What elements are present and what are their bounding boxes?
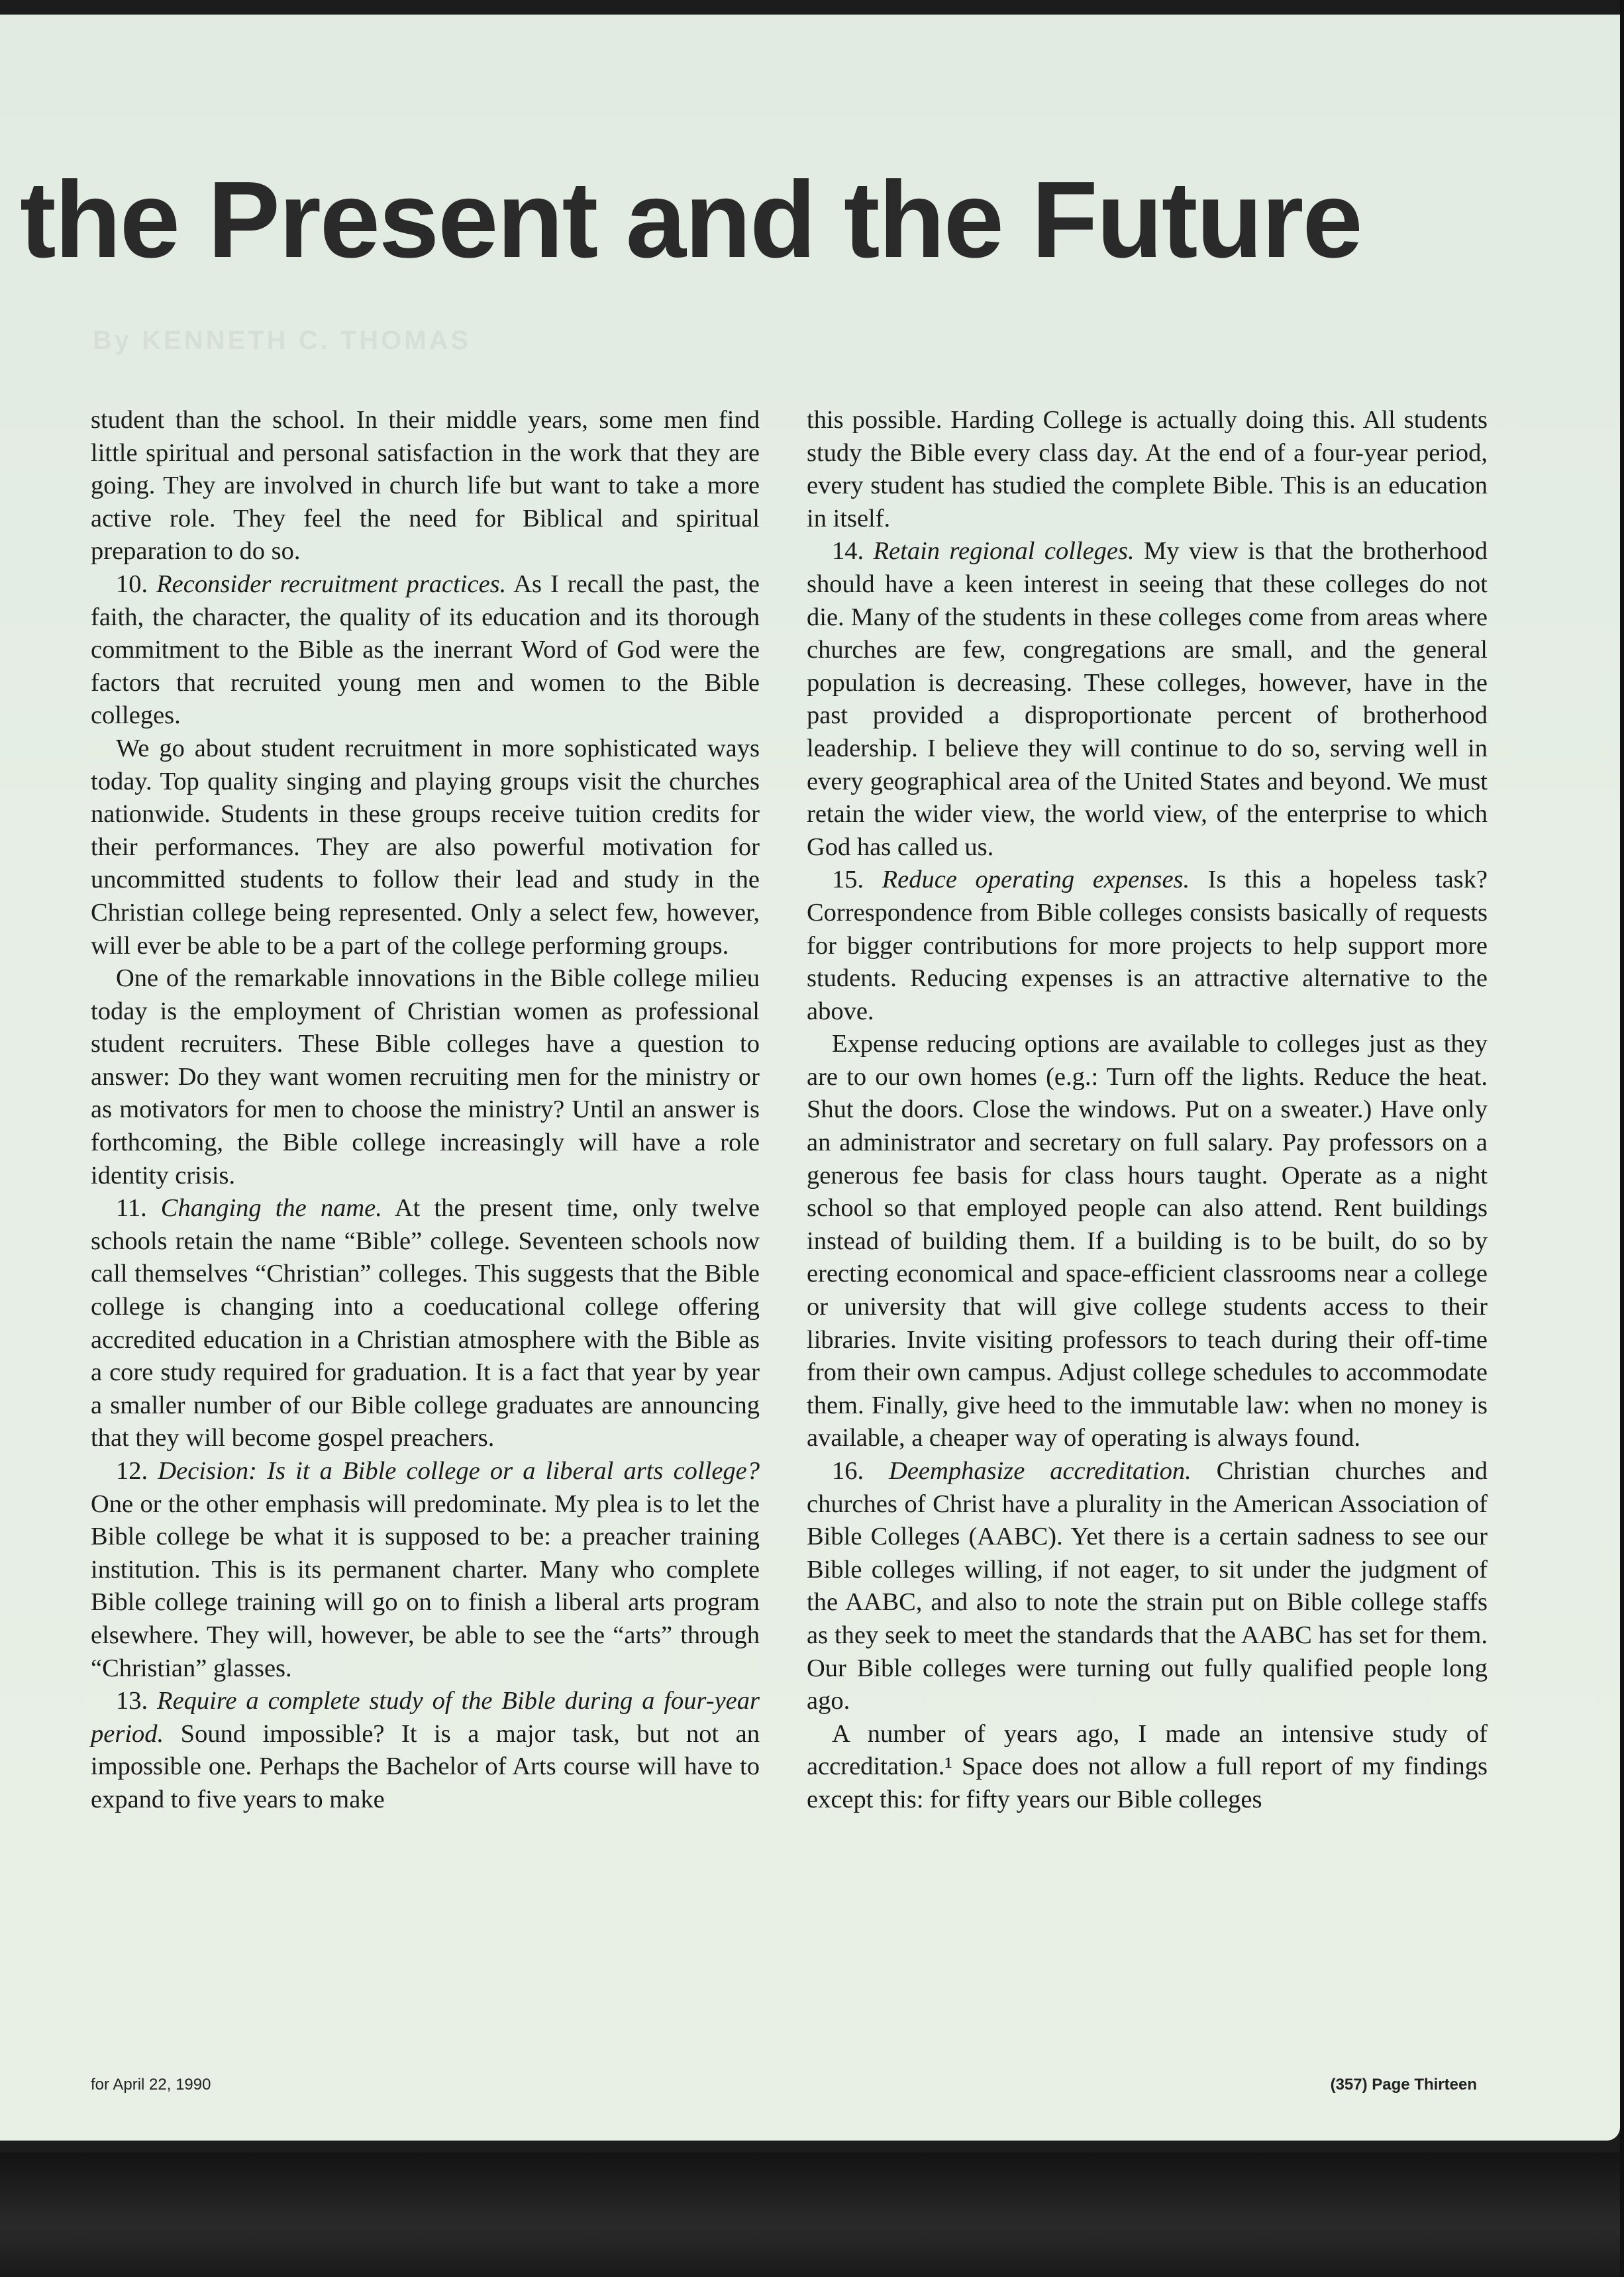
paragraph-text: student than the school. In their middle years, some men find little spiritual and personal satisfaction in the work that they are going. They are involved in church life but want to take a more active role. They feel the need for Biblical and spiritual preparation to do so. — [91, 406, 760, 566]
paragraph-text: At the present time, only twelve schools retain the name “Bible” college. Seventeen schools now call themselves “Christian” colleges. This suggests that the Bible college is changing into a coeducational college offering accredited education in a Christian atmosphere with the Bible as a core study required for graduation. It is a fact that year by year a smaller number of our Bible college graduates are announcing that they will become gospel preachers. — [91, 1194, 760, 1452]
section-heading: Deemphasize accreditation. — [889, 1457, 1192, 1485]
page-edge — [1620, 0, 1624, 2277]
paragraph-text: As I recall the past, the faith, the character, the quality of its education and its thorough commitment to the Bible as the inerrant Word of God were the factors that recruited young men and women to the Bible colleges. — [91, 570, 760, 730]
article-paragraph — [807, 404, 1488, 535]
section-number: 10. — [116, 570, 157, 598]
section-heading: Retain regional colleges. — [873, 537, 1135, 566]
section-heading: Changing the name. — [160, 1194, 382, 1223]
right-column — [807, 404, 1488, 1817]
footer-page-number: (357) Page Thirteen — [1330, 2076, 1477, 2094]
section-number: 12. — [116, 1457, 158, 1485]
article-paragraph — [91, 404, 760, 568]
paragraph-text: My view is that the brotherhood should have a keen interest in seeing that these colleges do not die. Many of the students in these colleges come from areas where churches are few, congregations are small, and the general population is decreasing. These colleges, however, have in the past provided a disproportionate percent of brotherhood leadership. I believe they will continue to do so, serving well in every geographical area of the United States and beyond. We must retain the wider view, the world view, of the enterprise to which God has called us. — [807, 537, 1488, 861]
paragraph-text: We go about student recruitment in more sophisticated ways today. Top quality singing and playing groups visit the churches nationwide. Students in these groups receive tuition credits for their performances. They are also powerful motivation for uncommitted students to follow their lead and study in the Christian college being represented. Only a select few, however, will ever be able to be a part of the college performing groups. — [91, 734, 760, 960]
article-paragraph — [807, 864, 1488, 1028]
paragraph-text: Is this a hopeless task? Correspondence from Bible colleges consists basically of requests for bigger contributions for more projects to help support more students. Reducing expenses is an attractive alternative to the above. — [807, 866, 1488, 1025]
article-paragraph — [91, 1192, 760, 1455]
paragraph-text: One of the remarkable innovations in the Bible college milieu today is the employment of Christian women as professional student recruiters. These Bible colleges have a question to answer: Do they want women recruiting men for the ministry or as motivators for men to choose the ministry? Until an answer is forthcoming, the Bible college increasingly will have a role identity crisis. — [91, 964, 760, 1189]
article-paragraph — [91, 568, 760, 733]
paragraph-text: One or the other emphasis will predominate. My plea is to let the Bible college be what it is supposed to be: a preacher training institution. This is its permanent charter. Many who complete Bible college training will go on to finish a liberal arts program elsewhere. They will, however, be able to see the “arts” through “Christian” glasses. — [91, 1490, 760, 1682]
footer-date: for April 22, 1990 — [91, 2076, 211, 2094]
paragraph-text: Christian churches and churches of Christ have a plurality in the American Association of Bible Colleges (AABC). Yet there is a certain sadness to see our Bible colleges willing, if not eager, to sit under the judgment of the AABC, and also to note the strain put on Bible college staffs as they seek to meet the standards that the AABC has set for them. Our Bible colleges were turning out fully qualified people long ago. — [807, 1457, 1488, 1715]
section-heading: Reduce operating expenses. — [882, 866, 1190, 894]
paragraph-text: this possible. Harding College is actually doing this. All students study the Bible every class day. At the end of a four-year period, every student has studied the complete Bible. This is an education in itself. — [807, 406, 1488, 532]
section-heading: Require a complete study of the Bible during a four-year period. — [91, 1687, 760, 1748]
paragraph-text: Expense reducing options are available to colleges just as they are to our own homes (e.g.: Turn off the lights. Reduce the heat. Shut the doors. Close the windows. Put on a sweater.) Have only an administrator and secretary on full salary. Pay professors on a generous fee basis for class hours taught. Operate as a night school so that employed people can also attend. Rent buildings instead of building them. If a building is to be built, do so by erecting economical and space-efficient classrooms near a college or university that will give college students access to their libraries. Invite visiting professors to teach during their off-time from their own campus. Adjust college schedules to accommodate them. Finally, give heed to the immutable law: when no money is available, a cheaper way of operating is always found. — [807, 1030, 1488, 1452]
background-surface — [0, 2152, 1624, 2277]
left-column — [91, 404, 760, 1817]
article-paragraph — [91, 962, 760, 1192]
article-paragraph — [91, 733, 760, 962]
section-number: 11. — [116, 1194, 161, 1223]
article-paragraph — [807, 535, 1488, 864]
section-number: 16. — [832, 1457, 889, 1485]
article-paragraph — [91, 1455, 760, 1685]
paragraph-text: A number of years ago, I made an intensive study of accreditation.¹ Space does not allow a full report of my findings except this: for fifty years our Bible colleges — [807, 1719, 1488, 1813]
section-number: 15. — [832, 866, 882, 894]
article-paragraph — [807, 1028, 1488, 1455]
article-paragraph — [91, 1685, 760, 1816]
section-heading: Decision: Is it a Bible college or a liberal arts college? — [158, 1457, 760, 1485]
headline: the Present and the Future — [20, 159, 1362, 280]
section-number: 14. — [832, 537, 874, 566]
paragraph-text: Sound impossible? It is a major task, but not an impossible one. Perhaps the Bachelor of Arts course will have to expand to five years to make — [91, 1719, 760, 1813]
paper-sheet — [0, 15, 1620, 2141]
article-paragraph — [807, 1718, 1488, 1817]
section-number: 13. — [116, 1687, 158, 1715]
article-paragraph — [807, 1455, 1488, 1718]
byline: By KENNETH C. THOMAS — [93, 326, 472, 355]
section-heading: Reconsider recruitment practices. — [156, 570, 507, 598]
